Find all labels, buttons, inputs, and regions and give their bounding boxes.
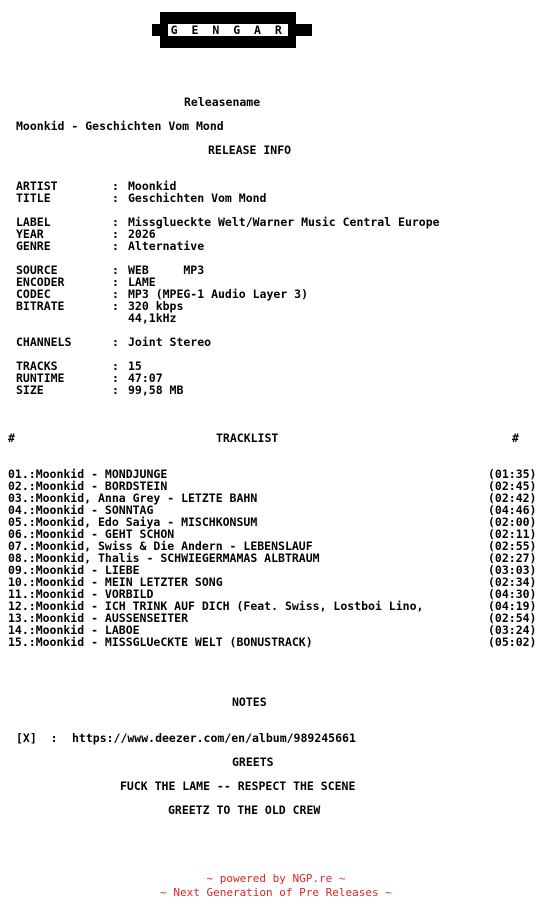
info-row-genre bbox=[0, 239, 205, 253]
info-value: Geschichten Vom Mond bbox=[128, 191, 267, 205]
track-title: 10.:Moonkid - MEIN LETZTER SONG bbox=[8, 575, 223, 589]
info-separator: : bbox=[112, 215, 119, 229]
info-separator: : bbox=[112, 275, 119, 289]
track-duration: (01:35) bbox=[488, 467, 537, 481]
info-value: Moonkid bbox=[128, 179, 177, 193]
notes-heading: NOTES bbox=[232, 695, 267, 709]
info-value: LAME bbox=[128, 275, 156, 289]
greet-line-2 bbox=[0, 803, 321, 817]
tracklist-heading: TRACKLIST bbox=[216, 431, 279, 445]
track-title: 07.:Moonkid, Swiss & Die Andern - LEBENSLAUF bbox=[8, 539, 313, 553]
info-value: 99,58 MB bbox=[128, 383, 184, 397]
track-title: 11.:Moonkid - VORBILD bbox=[8, 587, 154, 601]
info-value: Alternative bbox=[128, 239, 205, 253]
info-label: CHANNELS bbox=[16, 335, 72, 349]
track-title: 02.:Moonkid - BORDSTEIN bbox=[8, 479, 168, 493]
info-value: 15 bbox=[128, 359, 142, 373]
greet-text: GREETZ TO THE OLD CREW bbox=[168, 803, 321, 817]
track-duration: (04:30) bbox=[488, 587, 537, 601]
info-separator: : bbox=[112, 191, 119, 205]
releasename-value-line bbox=[0, 119, 224, 133]
info-row-size bbox=[0, 383, 184, 397]
track-duration: (03:24) bbox=[488, 623, 537, 637]
banner-left-notch bbox=[152, 24, 160, 36]
track-title: 06.:Moonkid - GEHT SCHON bbox=[8, 527, 175, 541]
track-duration: (02:54) bbox=[488, 611, 537, 625]
release-info-heading: RELEASE INFO bbox=[208, 143, 292, 157]
info-label: ARTIST bbox=[16, 179, 58, 193]
info-label: GENRE bbox=[16, 239, 51, 253]
track-duration: (04:46) bbox=[488, 503, 537, 517]
info-separator: : bbox=[112, 371, 119, 385]
info-separator: : bbox=[112, 287, 119, 301]
info-value: 320 kbps bbox=[128, 299, 184, 313]
info-value: WEB MP3 bbox=[128, 263, 205, 277]
info-separator: : bbox=[112, 179, 119, 193]
info-separator: : bbox=[112, 299, 119, 313]
info-label: BITRATE bbox=[16, 299, 65, 313]
info-label: SOURCE bbox=[16, 263, 58, 277]
info-separator: : bbox=[112, 239, 119, 253]
track-title: 08.:Moonkid, Thalis - SCHWIEGERMAMAS ALBTRAUM bbox=[8, 551, 320, 565]
track-row bbox=[0, 635, 537, 649]
track-title: 01.:Moonkid - MONDJUNGE bbox=[8, 467, 168, 481]
greets-heading: GREETS bbox=[232, 755, 274, 769]
track-title: 13.:Moonkid - AUSSENSEITER bbox=[8, 611, 189, 625]
info-separator: : bbox=[112, 227, 119, 241]
info-row-samplerate bbox=[0, 311, 177, 325]
info-label: SIZE bbox=[16, 383, 44, 397]
tracklist-hash-right: # bbox=[512, 431, 519, 445]
tracklist-heading-line bbox=[0, 431, 519, 445]
release-info-heading-line bbox=[0, 143, 292, 157]
info-value: Joint Stereo bbox=[128, 335, 212, 349]
info-label: CODEC bbox=[16, 287, 51, 301]
track-title: 03.:Moonkid, Anna Grey - LETZTE BAHN bbox=[8, 491, 258, 505]
greets-heading-line bbox=[0, 755, 274, 769]
releasename-value: Moonkid - Geschichten Vom Mond bbox=[16, 119, 224, 133]
track-duration: (02:42) bbox=[488, 491, 537, 505]
info-label: RUNTIME bbox=[16, 371, 65, 385]
track-title: 09.:Moonkid - LIEBE bbox=[8, 563, 140, 577]
info-separator: : bbox=[112, 335, 119, 349]
track-duration: (02:27) bbox=[488, 551, 537, 565]
track-title: 12.:Moonkid - ICH TRINK AUF DICH (Feat. Swiss, Lostboi Lino, bbox=[8, 599, 424, 613]
info-value: Missglueckte Welt/Warner Music Central Europe bbox=[128, 215, 440, 229]
track-title: 04.:Moonkid - SONNTAG bbox=[8, 503, 154, 517]
tracklist-hash-left: # bbox=[8, 431, 15, 445]
track-duration: (02:45) bbox=[488, 479, 537, 493]
releasename-line bbox=[0, 95, 261, 109]
footer-powered-by: ~ powered by NGP.re ~ bbox=[206, 872, 346, 885]
track-duration: (03:03) bbox=[488, 563, 537, 577]
notes-link-line bbox=[0, 731, 356, 745]
track-duration: (02:00) bbox=[488, 515, 537, 529]
track-title: 15.:Moonkid - MISSGLUeCKTE WELT (BONUSTRACK) bbox=[8, 635, 313, 649]
info-row-channels bbox=[0, 335, 212, 349]
info-label: TITLE bbox=[16, 191, 51, 205]
info-label: LABEL bbox=[16, 215, 51, 229]
footer-tagline: ~ Next Generation of Pre Releases ~ bbox=[160, 886, 392, 899]
info-separator: : bbox=[112, 383, 119, 397]
track-duration: (02:55) bbox=[488, 539, 537, 553]
track-duration: (04:19) bbox=[488, 599, 537, 613]
info-row-bitrate bbox=[0, 299, 184, 313]
track-duration: (05:02) bbox=[488, 635, 537, 649]
info-value: 44,1kHz bbox=[128, 311, 177, 325]
notes-heading-line bbox=[0, 695, 267, 709]
info-value: 47:07 bbox=[128, 371, 163, 385]
banner-title: G E N G A R bbox=[168, 24, 288, 36]
notes-link-label: [X] : bbox=[16, 731, 58, 745]
info-separator: : bbox=[112, 263, 119, 277]
info-label: YEAR bbox=[16, 227, 44, 241]
deezer-link[interactable]: https://www.deezer.com/en/album/989245661 bbox=[72, 731, 356, 745]
info-row-title bbox=[0, 191, 267, 205]
info-value: MP3 (MPEG-1 Audio Layer 3) bbox=[128, 287, 309, 301]
releasename-label: Releasename bbox=[184, 95, 261, 109]
track-duration: (02:11) bbox=[488, 527, 537, 541]
track-title: 05.:Moonkid, Edo Saiya - MISCHKONSUM bbox=[8, 515, 258, 529]
track-title: 14.:Moonkid - LABOE bbox=[8, 623, 140, 637]
greet-text: FUCK THE LAME -- RESPECT THE SCENE bbox=[120, 779, 356, 793]
track-duration: (02:34) bbox=[488, 575, 537, 589]
info-separator: : bbox=[112, 359, 119, 373]
info-label: ENCODER bbox=[16, 275, 65, 289]
info-value: 2026 bbox=[128, 227, 156, 241]
greet-line-1 bbox=[0, 779, 356, 793]
info-label: TRACKS bbox=[16, 359, 58, 373]
banner-right-notch bbox=[296, 24, 312, 36]
